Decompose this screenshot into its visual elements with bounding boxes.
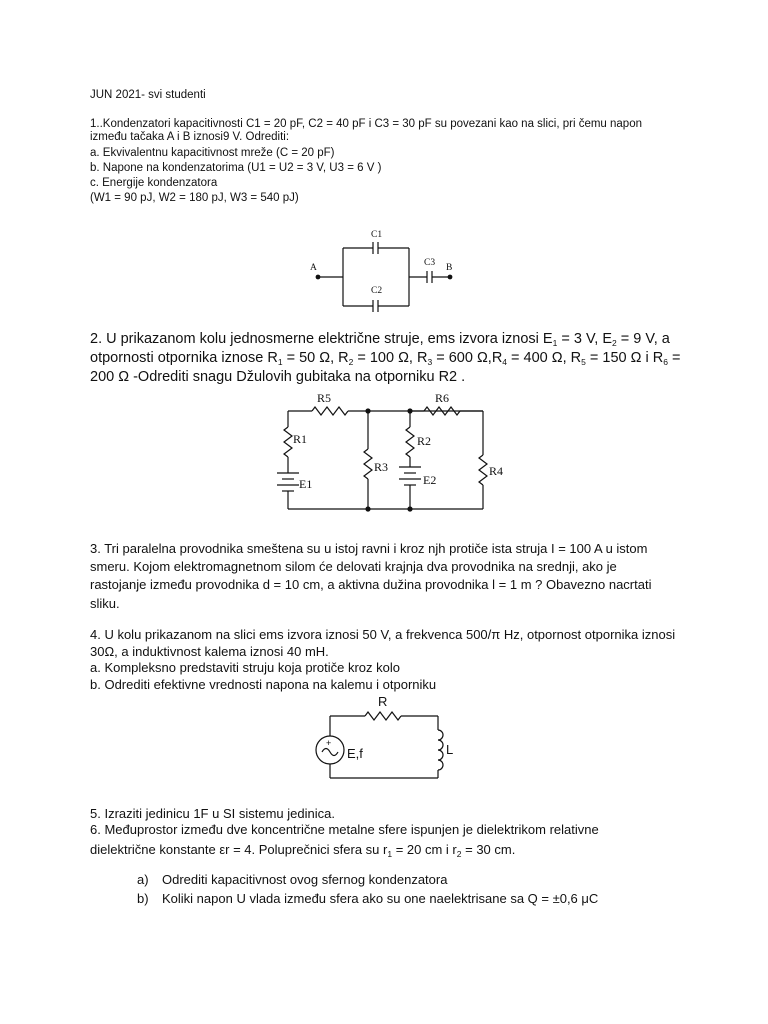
q2-line-3: 200 Ω -Odrediti snagu Džulovih gubitaka na otporniku R2 . [90,369,466,385]
label-r3: R3 [374,460,389,474]
label-r: R [378,694,388,709]
label-r6: R6 [435,391,450,405]
q4-line-3: a. Kompleksno predstaviti struju koja protiče kroz kolo [90,660,400,675]
label-r4: R4 [489,464,504,478]
q1-line-3: a. Ekvivalentnu kapacitivnost mreže (C = 20 pF) [90,147,335,159]
q6-line-2: dielektrične konstante εr = 4. Poluprečnici sfera su $r_1 = 20$ cm i $r_2 = 30$ cm. [90,842,516,859]
q3-line-1: 3. Tri paralelna provodnika smeštena su u istoj ravni i kroz njh protiče ista struja I = 100 A u istom [90,541,648,556]
label-source: E,f [347,746,363,761]
label-r5: R5 [317,391,332,405]
sine-wave-icon [322,749,338,756]
ac-rl-circuit-diagram [300,692,480,792]
capacitor-circuit-diagram [300,225,480,320]
q3-line-2: smeru. Kojom elektromagnetnom silom će delovati krajnja dva provodnika na srednji, ako je [90,559,617,574]
label-r2: R2 [417,434,432,448]
q6-item-b-label: b) [137,891,149,906]
q1-line-6: (W1 = 90 pJ, W2 = 180 pJ, W3 = 540 pJ) [90,192,299,204]
label-l: L [446,742,454,757]
page-header: JUN 2021- svi studenti [90,89,206,101]
q1-line-5: c. Energije kondenzatora [90,177,218,189]
q2-line-2: otpornosti otpornika iznose $R_1 = 50$ Ω, $R_2 = 100$ Ω, $R_3 = 600$ $\Omega,R_4 = 400$ Ω, $R_5 = 150$ Ω i $R_6$ = [90,350,681,367]
q6-line-1: 6. Međuprostor između dve koncentrične metalne sfere ispunjen je dielektrikom relativne [90,822,599,837]
q6-item-a-text: Odrediti kapacitivnost ovog sfernog kondenzatora [162,872,448,887]
q6-item-b-text: Koliki napon U vlada između sfera ako su one naelektrisane sa Q = ±0,6 μC [162,891,599,906]
label-e2: E2 [423,473,437,487]
label-r1: R1 [293,432,308,446]
terminal-b-dot [448,275,453,280]
label-c2: C2 [371,286,383,296]
label-b: B [446,263,453,273]
q1-line-1: 1..Kondenzatori kapacitivnosti C1 = 20 pF, C2 = 40 pF i C3 = 30 pF su povezani kao na slici, pri čemu napon [90,118,642,130]
label-a: A [310,263,317,273]
dc-circuit-diagram [270,385,510,520]
q3-line-3: rastojanje između provodnika d = 10 cm, a aktivna dužina provodnika l = 1 m ? Obavezno nacrtati [90,577,652,592]
label-e1: E1 [299,477,313,491]
question-5: 5. Izraziti jedinicu 1F u SI sistemu jedinica. [90,806,335,821]
q6-item-a-label: a) [137,872,149,887]
q3-line-4: sliku. [90,596,120,611]
q4-line-1: 4. U kolu prikazanom na slici ems izvora iznosi 50 V, a frekvenca 500/π Hz, otpornost otpornika iznosi [90,627,676,642]
q1-line-2: između tačaka A i B iznosi9 V. Odrediti: [90,131,290,143]
q4-line-2: 30Ω, a induktivnost kalema iznosi 40 mH. [90,644,329,659]
q2-line-1: 2. U prikazanom kolu jednosmerne električne struje, ems izvora iznosi $E_1 = 3$ V, $E_2 = 9$ V, a [90,331,670,348]
inductor-coil [438,730,443,770]
label-c1: C1 [371,230,383,240]
q4-line-4: b. Odrediti efektivne vrednosti napona na kalemu i otporniku [90,677,437,692]
q1-line-4: b. Napone na kondenzatorima (U1 = U2 = 3 V, U3 = 6 V ) [90,162,382,174]
label-plus: + [326,738,332,748]
label-c3: C3 [424,258,436,268]
